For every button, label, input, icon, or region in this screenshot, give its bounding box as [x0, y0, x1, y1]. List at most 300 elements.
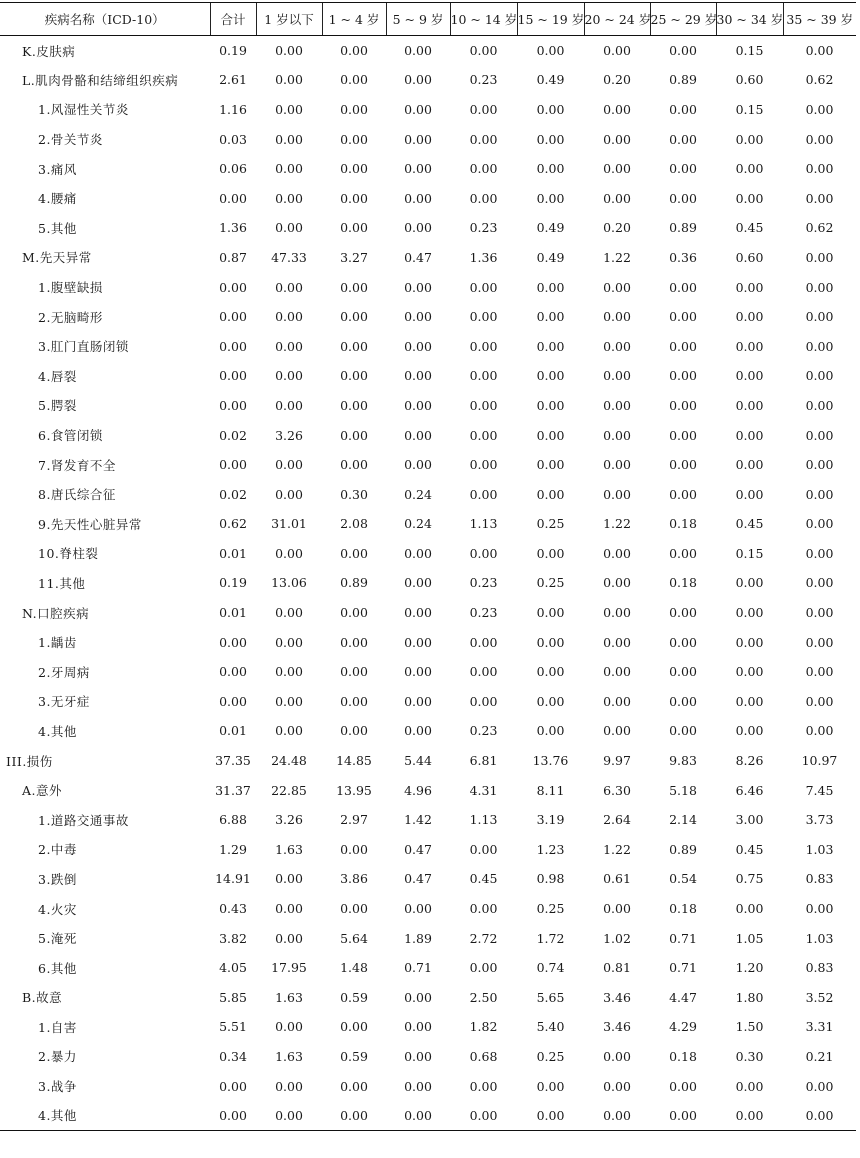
- row-value-cell: 0.00: [404, 545, 432, 561]
- table-row: [0, 95, 856, 125]
- row-value-cell: 7.45: [805, 782, 834, 798]
- row-value-cell: 0.00: [469, 279, 498, 295]
- row-value-cell: 0.00: [340, 131, 368, 147]
- row-value-cell: 0.49: [536, 72, 565, 88]
- row-value-cell: 0.00: [219, 190, 247, 206]
- row-value-cell: 2.97: [340, 812, 368, 828]
- row-value-cell: 1.22: [603, 516, 631, 532]
- row-value-cell: 0.00: [469, 368, 498, 384]
- row-value-cell: 0.00: [805, 427, 834, 443]
- row-value-cell: 6.81: [469, 753, 498, 769]
- row-value-cell: 0.00: [404, 43, 432, 59]
- row-value-cell: 0.59: [340, 989, 368, 1005]
- row-value-cell: 0.01: [219, 545, 247, 561]
- row-disease-name: 2.牙周病: [38, 664, 90, 680]
- row-value-cell: 0.00: [340, 101, 368, 117]
- row-value-cell: 0.00: [603, 634, 631, 650]
- row-value-cell: 0.00: [219, 309, 247, 325]
- row-value-cell: 0.00: [210, 1101, 256, 1131]
- row-value-cell: 0.00: [805, 723, 834, 739]
- row-value-cell: 13.95: [336, 782, 372, 798]
- row-value-cell: 0.00: [219, 457, 247, 473]
- row-value-cell: 13.76: [532, 753, 569, 769]
- row-value-cell: 0.00: [603, 101, 631, 117]
- row-value-cell: 5.85: [219, 989, 247, 1005]
- header-total: 合计: [210, 3, 256, 36]
- row-value-cell: 4.05: [219, 960, 247, 976]
- table-row: [0, 627, 856, 657]
- row-value-cell: 0.00: [536, 545, 565, 561]
- row-value-cell: 31.37: [215, 782, 251, 798]
- row-value-cell: 0.00: [669, 43, 697, 59]
- row-value-cell: 2.61: [219, 72, 247, 88]
- row-value-cell: 0.00: [650, 1101, 716, 1131]
- header-age-1-4: 1 ~ 4 岁: [322, 3, 386, 36]
- table-row: [0, 302, 856, 332]
- row-value-cell: 1.80: [735, 989, 764, 1005]
- row-value-cell: 2.72: [469, 930, 498, 946]
- table-row: [0, 746, 856, 776]
- row-value-cell: 1.63: [275, 1048, 303, 1064]
- table-row: [0, 331, 856, 361]
- row-value-cell: 0.00: [735, 427, 764, 443]
- row-disease-name: 4.腰痛: [38, 191, 77, 207]
- row-value-cell: 0.47: [404, 841, 432, 857]
- row-disease-name: 6.其他: [38, 960, 77, 976]
- row-value-cell: 0.00: [536, 723, 565, 739]
- row-value-cell: 1.02: [603, 930, 631, 946]
- row-value-cell: 0.00: [404, 279, 432, 295]
- row-disease-name: 3.战争: [38, 1079, 77, 1095]
- row-value-cell: 0.00: [275, 486, 303, 502]
- table-row: [0, 568, 856, 598]
- row-value-cell: 0.00: [340, 279, 368, 295]
- row-value-cell: 0.18: [669, 516, 697, 532]
- row-value-cell: 3.73: [805, 812, 834, 828]
- row-value-cell: 0.25: [536, 575, 565, 591]
- row-value-cell: 0.00: [404, 368, 432, 384]
- row-value-cell: 0.00: [219, 1078, 247, 1094]
- row-disease-name: 3.肛门直肠闭锁: [38, 339, 129, 355]
- row-value-cell: 0.00: [603, 427, 631, 443]
- row-value-cell: 0.00: [669, 368, 697, 384]
- row-disease-name: 1.龋齿: [38, 635, 77, 651]
- row-value-cell: 0.00: [735, 338, 764, 354]
- row-value-cell: 0.00: [805, 338, 834, 354]
- row-value-cell: 0.49: [536, 249, 565, 265]
- row-value-cell: 0.00: [386, 1101, 450, 1131]
- row-value-cell: 0.00: [603, 309, 631, 325]
- row-value-cell: 0.00: [805, 516, 834, 532]
- row-value-cell: 0.34: [219, 1048, 247, 1064]
- row-disease-name: 11.其他: [38, 575, 86, 591]
- row-value-cell: 1.03: [805, 930, 834, 946]
- row-value-cell: 5.44: [404, 753, 432, 769]
- row-value-cell: 0.00: [219, 368, 247, 384]
- row-value-cell: 0.00: [669, 131, 697, 147]
- row-value-cell: 0.00: [805, 664, 834, 680]
- header-age-10-14: 10 ~ 14 岁: [450, 3, 517, 36]
- row-value-cell: 0.00: [805, 101, 834, 117]
- row-value-cell: 0.00: [603, 1078, 631, 1094]
- row-value-cell: 0.02: [219, 486, 247, 502]
- row-value-cell: 0.00: [275, 457, 303, 473]
- row-value-cell: 0.00: [669, 634, 697, 650]
- row-value-cell: 0.00: [275, 723, 303, 739]
- row-value-cell: 0.00: [469, 427, 498, 443]
- row-value-cell: 2.64: [603, 812, 631, 828]
- row-value-cell: 0.19: [219, 575, 247, 591]
- row-value-cell: 3.52: [805, 989, 834, 1005]
- row-value-cell: 0.00: [805, 397, 834, 413]
- row-value-cell: 0.00: [219, 664, 247, 680]
- header-age-20-24: 20 ~ 24 岁: [584, 3, 650, 36]
- row-value-cell: 0.00: [735, 161, 764, 177]
- row-value-cell: 0.00: [404, 1078, 432, 1094]
- row-value-cell: 1.48: [340, 960, 368, 976]
- table-row: [0, 775, 856, 805]
- row-value-cell: 0.62: [219, 516, 247, 532]
- row-value-cell: 6.30: [603, 782, 631, 798]
- row-value-cell: 0.00: [469, 161, 498, 177]
- row-value-cell: 0.00: [735, 368, 764, 384]
- row-value-cell: 0.00: [669, 338, 697, 354]
- row-value-cell: 0.00: [536, 486, 565, 502]
- row-value-cell: 0.23: [469, 72, 498, 88]
- row-disease-name: 3.跌倒: [38, 871, 77, 887]
- row-value-cell: 0.00: [805, 545, 834, 561]
- row-value-cell: 0.00: [603, 901, 631, 917]
- row-value-cell: 0.00: [340, 190, 368, 206]
- row-value-cell: 0.45: [735, 841, 764, 857]
- row-value-cell: 0.00: [404, 309, 432, 325]
- row-value-cell: 0.00: [275, 101, 303, 117]
- row-value-cell: 0.00: [536, 43, 565, 59]
- row-value-cell: 0.00: [275, 693, 303, 709]
- row-value-cell: 0.83: [805, 960, 834, 976]
- row-value-cell: 0.00: [805, 131, 834, 147]
- row-value-cell: 0.00: [340, 634, 368, 650]
- row-value-cell: 0.00: [450, 1101, 517, 1131]
- row-value-cell: 0.00: [603, 1048, 631, 1064]
- row-value-cell: 10.97: [801, 753, 838, 769]
- row-value-cell: 0.59: [340, 1048, 368, 1064]
- row-value-cell: 0.00: [669, 397, 697, 413]
- row-value-cell: 0.00: [536, 1078, 565, 1094]
- row-value-cell: 0.00: [469, 309, 498, 325]
- row-value-cell: 0.00: [669, 664, 697, 680]
- table-row: [0, 805, 856, 835]
- row-value-cell: 8.26: [735, 753, 764, 769]
- row-value-cell: 0.00: [735, 575, 764, 591]
- row-value-cell: 0.00: [275, 220, 303, 236]
- row-value-cell: 0.00: [735, 190, 764, 206]
- row-value-cell: 0.00: [340, 72, 368, 88]
- row-value-cell: 0.00: [469, 901, 498, 917]
- row-value-cell: 0.01: [219, 723, 247, 739]
- row-disease-name: K.皮肤病: [22, 43, 76, 59]
- row-value-cell: 14.85: [336, 753, 372, 769]
- row-value-cell: 0.00: [603, 457, 631, 473]
- row-value-cell: 0.00: [469, 457, 498, 473]
- row-value-cell: 0.00: [404, 427, 432, 443]
- row-value-cell: 0.00: [735, 901, 764, 917]
- row-disease-name: 7.肾发育不全: [38, 457, 116, 473]
- row-value-cell: 0.00: [340, 397, 368, 413]
- table-row: [0, 391, 856, 421]
- row-disease-name: 10.脊柱裂: [38, 546, 99, 562]
- row-value-cell: 0.00: [340, 457, 368, 473]
- table-row: [0, 687, 856, 717]
- row-value-cell: 1.50: [735, 1019, 764, 1035]
- row-value-cell: 1.20: [735, 960, 764, 976]
- row-value-cell: 0.00: [536, 101, 565, 117]
- row-value-cell: 0.24: [404, 486, 432, 502]
- row-value-cell: 0.00: [805, 1078, 834, 1094]
- row-value-cell: 0.00: [805, 161, 834, 177]
- row-value-cell: 0.00: [469, 338, 498, 354]
- row-value-cell: 0.00: [404, 1019, 432, 1035]
- table-row: [0, 243, 856, 273]
- row-value-cell: 0.45: [735, 516, 764, 532]
- row-value-cell: 22.85: [271, 782, 307, 798]
- row-value-cell: 0.00: [536, 457, 565, 473]
- row-value-cell: 0.00: [340, 1019, 368, 1035]
- row-value-cell: 0.00: [603, 190, 631, 206]
- table-row: [0, 272, 856, 302]
- row-value-cell: 0.00: [340, 545, 368, 561]
- row-value-cell: 0.00: [669, 101, 697, 117]
- row-value-cell: 0.43: [219, 901, 247, 917]
- row-value-cell: 0.00: [404, 1048, 432, 1064]
- row-value-cell: 0.00: [805, 309, 834, 325]
- row-value-cell: 0.00: [735, 664, 764, 680]
- row-value-cell: 0.00: [404, 901, 432, 917]
- row-value-cell: 8.11: [536, 782, 565, 798]
- row-value-cell: 3.26: [275, 427, 303, 443]
- row-value-cell: 0.00: [275, 279, 303, 295]
- row-value-cell: 0.75: [735, 871, 764, 887]
- table-row: [0, 1101, 856, 1131]
- row-value-cell: 0.00: [805, 279, 834, 295]
- row-value-cell: 0.71: [404, 960, 432, 976]
- row-value-cell: 0.00: [669, 279, 697, 295]
- row-value-cell: 37.35: [215, 753, 251, 769]
- row-value-cell: 0.00: [322, 1101, 386, 1131]
- row-value-cell: 0.00: [805, 575, 834, 591]
- row-value-cell: 0.00: [603, 279, 631, 295]
- row-value-cell: 0.00: [584, 1101, 650, 1131]
- row-value-cell: 0.00: [603, 545, 631, 561]
- table-row: [0, 124, 856, 154]
- row-value-cell: 0.06: [219, 161, 247, 177]
- row-value-cell: 3.00: [735, 812, 764, 828]
- row-value-cell: 0.00: [404, 397, 432, 413]
- table-row: [0, 154, 856, 184]
- table-row: [0, 1042, 856, 1072]
- row-value-cell: 0.00: [340, 841, 368, 857]
- row-value-cell: 0.61: [603, 871, 631, 887]
- row-value-cell: 0.00: [275, 368, 303, 384]
- row-value-cell: 0.00: [735, 457, 764, 473]
- row-value-cell: 0.00: [340, 605, 368, 621]
- header-age-15-19: 15 ~ 19 岁: [517, 3, 584, 36]
- row-value-cell: 31.01: [271, 516, 307, 532]
- row-value-cell: 0.00: [275, 871, 303, 887]
- header-age-5-9: 5 ~ 9 岁: [386, 3, 450, 36]
- row-value-cell: 0.30: [735, 1048, 764, 1064]
- row-value-cell: 0.00: [536, 338, 565, 354]
- row-value-cell: 1.22: [603, 841, 631, 857]
- row-value-cell: 0.00: [340, 309, 368, 325]
- row-value-cell: 0.00: [469, 693, 498, 709]
- row-value-cell: 0.00: [603, 43, 631, 59]
- row-value-cell: 0.54: [669, 871, 697, 887]
- row-value-cell: 1.29: [219, 841, 247, 857]
- row-value-cell: 5.65: [536, 989, 565, 1005]
- row-value-cell: 47.33: [271, 249, 307, 265]
- row-value-cell: 0.00: [805, 486, 834, 502]
- row-value-cell: 0.87: [219, 249, 247, 265]
- row-disease-name: N.口腔疾病: [22, 605, 90, 621]
- row-value-cell: 0.00: [536, 605, 565, 621]
- row-value-cell: 0.00: [275, 190, 303, 206]
- row-value-cell: 0.00: [469, 545, 498, 561]
- row-value-cell: 14.91: [215, 871, 251, 887]
- row-value-cell: 3.46: [603, 1019, 631, 1035]
- row-value-cell: 4.29: [669, 1019, 697, 1035]
- row-value-cell: 0.00: [669, 457, 697, 473]
- row-value-cell: 0.00: [275, 545, 303, 561]
- row-value-cell: 0.00: [340, 427, 368, 443]
- table-row: [0, 213, 856, 243]
- row-value-cell: 1.82: [469, 1019, 498, 1035]
- row-value-cell: 0.00: [469, 841, 498, 857]
- row-value-cell: 0.00: [404, 220, 432, 236]
- row-value-cell: 0.00: [536, 131, 565, 147]
- row-value-cell: 0.00: [340, 723, 368, 739]
- row-value-cell: 0.00: [469, 486, 498, 502]
- row-disease-name: 3.无牙症: [38, 694, 90, 710]
- row-value-cell: 0.00: [275, 161, 303, 177]
- table-row: [0, 420, 856, 450]
- row-value-cell: 1.03: [805, 841, 834, 857]
- row-value-cell: 0.15: [735, 101, 764, 117]
- table-row: [0, 361, 856, 391]
- row-value-cell: 0.00: [340, 220, 368, 236]
- table-row: [0, 36, 856, 66]
- row-value-cell: 0.00: [404, 161, 432, 177]
- row-value-cell: 3.26: [275, 812, 303, 828]
- row-value-cell: 0.00: [469, 397, 498, 413]
- table-row: [0, 65, 856, 95]
- row-value-cell: 0.00: [340, 664, 368, 680]
- row-value-cell: 1.05: [735, 930, 764, 946]
- row-value-cell: 0.23: [469, 220, 498, 236]
- row-disease-name: 4.其他: [38, 723, 77, 739]
- row-value-cell: 0.00: [603, 338, 631, 354]
- row-value-cell: 0.20: [603, 220, 631, 236]
- row-value-cell: 0.00: [469, 664, 498, 680]
- row-value-cell: 0.00: [275, 605, 303, 621]
- row-value-cell: 0.00: [536, 190, 565, 206]
- row-value-cell: 0.00: [219, 634, 247, 650]
- row-value-cell: 0.00: [536, 664, 565, 680]
- table-header-row: [0, 3, 856, 36]
- row-value-cell: 0.00: [469, 960, 498, 976]
- row-disease-name: 5.淹死: [38, 931, 77, 947]
- row-value-cell: 0.00: [340, 161, 368, 177]
- row-value-cell: 0.00: [275, 309, 303, 325]
- row-value-cell: 3.27: [340, 249, 368, 265]
- row-value-cell: 0.00: [219, 338, 247, 354]
- row-value-cell: 0.00: [603, 605, 631, 621]
- row-disease-name: 2.无脑畸形: [38, 309, 103, 325]
- row-disease-name: 4.唇裂: [38, 368, 77, 384]
- row-value-cell: 0.00: [805, 457, 834, 473]
- row-value-cell: 0.00: [805, 368, 834, 384]
- row-value-cell: 0.00: [735, 309, 764, 325]
- row-disease-name: 1.道路交通事故: [38, 812, 129, 828]
- row-value-cell: 0.25: [536, 901, 565, 917]
- row-value-cell: 0.00: [603, 693, 631, 709]
- row-value-cell: 0.00: [469, 131, 498, 147]
- row-value-cell: 5.51: [219, 1019, 247, 1035]
- row-value-cell: 0.00: [716, 1101, 783, 1131]
- row-value-cell: 0.00: [404, 457, 432, 473]
- row-value-cell: 0.00: [805, 249, 834, 265]
- row-value-cell: 6.46: [735, 782, 764, 798]
- row-value-cell: 0.00: [219, 279, 247, 295]
- row-value-cell: 0.71: [669, 960, 697, 976]
- row-value-cell: 17.95: [271, 960, 307, 976]
- row-value-cell: 6.88: [219, 812, 247, 828]
- row-value-cell: 0.00: [256, 1101, 322, 1131]
- row-disease-name: 2.中毒: [38, 842, 77, 858]
- row-value-cell: 0.00: [735, 131, 764, 147]
- row-value-cell: 0.00: [805, 190, 834, 206]
- row-value-cell: 1.63: [275, 989, 303, 1005]
- table-row: [0, 1012, 856, 1042]
- row-disease-name: III.损伤: [6, 753, 53, 769]
- row-disease-name: 6.食管闭锁: [38, 428, 103, 444]
- row-value-cell: 1.36: [469, 249, 498, 265]
- row-value-cell: 0.00: [536, 309, 565, 325]
- row-value-cell: 24.48: [271, 753, 307, 769]
- row-value-cell: 3.86: [340, 871, 368, 887]
- row-value-cell: 0.00: [669, 190, 697, 206]
- row-value-cell: 0.18: [669, 575, 697, 591]
- row-value-cell: 0.00: [340, 43, 368, 59]
- row-value-cell: 0.00: [275, 930, 303, 946]
- row-value-cell: 0.00: [536, 161, 565, 177]
- row-value-cell: 0.45: [469, 871, 498, 887]
- row-value-cell: 0.60: [735, 249, 764, 265]
- header-age-25-29: 25 ~ 29 岁: [650, 3, 716, 36]
- row-value-cell: 1.89: [404, 930, 432, 946]
- row-value-cell: 0.00: [669, 161, 697, 177]
- row-value-cell: 0.00: [669, 545, 697, 561]
- table-row: [0, 598, 856, 628]
- row-value-cell: 3.19: [536, 812, 565, 828]
- row-value-cell: 0.00: [404, 101, 432, 117]
- row-value-cell: 9.97: [603, 753, 631, 769]
- row-disease-name: 2.骨关节炎: [38, 132, 103, 148]
- row-value-cell: 0.00: [404, 338, 432, 354]
- row-value-cell: 4.31: [469, 782, 498, 798]
- row-value-cell: 0.03: [219, 131, 247, 147]
- row-value-cell: 0.15: [735, 545, 764, 561]
